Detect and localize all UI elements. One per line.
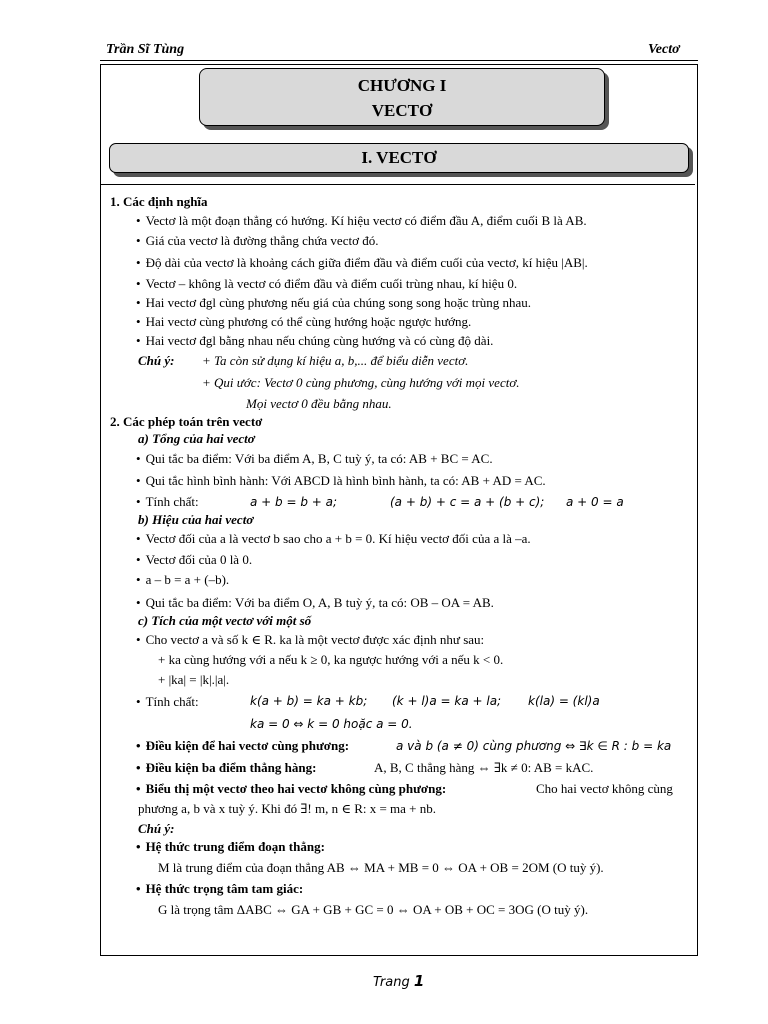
sum-commutative: a + b = b + a; bbox=[250, 495, 338, 509]
def-equal: • Hai vectơ đgl bằng nhau nếu chúng cùng hướng và có cùng độ dài. bbox=[136, 333, 493, 349]
header-rule bbox=[100, 60, 698, 61]
centroid-label: • Hệ thức trọng tâm tam giác: bbox=[136, 881, 303, 897]
note-zero-equal: Mọi vectơ 0 đều bằng nhau. bbox=[246, 396, 392, 411]
scalar-zero-condition: ka = 0 ⇔ k = 0 hoặc a = 0. bbox=[250, 717, 413, 731]
def-vector: • Vectơ là một đoạn thẳng có hướng. Kí hiệu vectơ có điểm đầu A, điểm cuối B là AB. bbox=[136, 213, 587, 229]
page-footer bbox=[373, 972, 424, 990]
three-points-condition: A, B, C thẳng hàng ⇔ ∃k ≠ 0: AB = kAC. bbox=[374, 760, 594, 775]
section-title: I. VECTƠ bbox=[109, 143, 689, 173]
sum-properties-label: • Tính chất: bbox=[136, 494, 199, 510]
decomposition-text-1: Cho hai vectơ không cùng bbox=[536, 781, 673, 796]
scalar-length: + |ka| = |k|.|a|. bbox=[158, 672, 230, 687]
note-convention: + Qui ước: Vectơ 0 cùng phương, cùng hướng với mọi vectơ. bbox=[202, 375, 520, 390]
subheading-scalar: c) Tích của một vectơ với một số bbox=[138, 613, 312, 628]
collinear-condition-label: • Điều kiện để hai vectơ cùng phương: bbox=[136, 738, 349, 754]
heading-operations: 2. Các phép toán trên vectơ bbox=[110, 414, 263, 429]
content-divider bbox=[101, 184, 695, 185]
three-points-label: • Điều kiện ba điểm thẳng hàng: bbox=[136, 760, 316, 776]
page-number: 1 bbox=[413, 972, 425, 990]
scalar-definition: • Cho vectơ a và số k ∈ R. ka là một vectơ được xác định như sau: bbox=[136, 632, 484, 648]
diff-opposite-vector: • Vectơ đối của a là vectơ b sao cho a + b = 0. Kí hiệu vectơ đối của a là –a. bbox=[136, 531, 531, 547]
note-label-1: Chú ý: bbox=[138, 353, 175, 368]
def-length: • Độ dài của vectơ là khoảng cách giữa điểm đầu và điểm cuối của vectơ, kí hiệu |AB|. bbox=[136, 255, 588, 271]
decomposition-text-2: phương a, b và x tuỳ ý. Khi đó ∃! m, n ∈ R: x = ma + nb. bbox=[138, 801, 437, 816]
header-subject: Vectơ bbox=[648, 42, 680, 57]
def-zero-vector: • Vectơ – không là vectơ có điểm đầu và điểm cuối trùng nhau, kí hiệu 0. bbox=[136, 276, 517, 292]
subheading-difference: b) Hiệu của hai vectơ bbox=[138, 512, 254, 527]
sum-identity: a + 0 = a bbox=[566, 495, 624, 509]
subheading-sum: a) Tổng của hai vectơ bbox=[138, 431, 255, 446]
diff-definition: • a – b = a + (–b). bbox=[136, 572, 229, 588]
chapter-title: VECTƠ bbox=[371, 101, 433, 120]
footer-label: Trang bbox=[373, 975, 410, 990]
note-notation: + Ta còn sử dụng kí hiệu a, b,... để biểu diễn vectơ. bbox=[202, 353, 469, 368]
scalar-properties-label: • Tính chất: bbox=[136, 694, 199, 710]
def-direction: • Hai vectơ cùng phương có thể cùng hướng hoặc ngược hướng. bbox=[136, 314, 471, 330]
chapter-box bbox=[199, 68, 605, 126]
def-collinear: • Hai vectơ đgl cùng phương nếu giá của chúng song song hoặc trùng nhau. bbox=[136, 295, 531, 311]
collinear-condition: a và b (a ≠ 0) cùng phương ⇔ ∃k ∈ R : b = ka bbox=[396, 739, 672, 753]
scalar-associative: k(la) = (kl)a bbox=[528, 694, 600, 708]
def-support: • Giá của vectơ là đường thẳng chứa vectơ đó. bbox=[136, 233, 378, 249]
header-author: Trần Sĩ Tùng bbox=[106, 42, 185, 57]
midpoint-label: • Hệ thức trung điểm đoạn thẳng: bbox=[136, 839, 325, 855]
sum-parallelogram-rule: • Qui tắc hình bình hành: Với ABCD là hình bình hành, ta có: AB + AD = AC. bbox=[136, 473, 546, 489]
chapter-label: CHƯƠNG I bbox=[357, 76, 447, 95]
scalar-direction: + ka cùng hướng với a nếu k ≥ 0, ka ngược hướng với a nếu k < 0. bbox=[158, 652, 504, 667]
decomposition-label: • Biểu thị một vectơ theo hai vectơ không cùng phương: bbox=[136, 781, 446, 797]
heading-definitions: 1. Các định nghĩa bbox=[110, 194, 208, 209]
diff-opposite-zero: • Vectơ đối của 0 là 0. bbox=[136, 552, 252, 568]
centroid-formula: G là trọng tâm ΔABC ⇔ GA + GB + GC = 0 ⇔ OA + OB + OC = 3OG (O tuỳ ý). bbox=[158, 902, 589, 917]
sum-three-point-rule: • Qui tắc ba điểm: Với ba điểm A, B, C tuỳ ý, ta có: AB + BC = AC. bbox=[136, 451, 493, 467]
diff-three-point-rule: • Qui tắc ba điểm: Với ba điểm O, A, B tuỳ ý, ta có: OB – OA = AB. bbox=[136, 595, 494, 611]
sum-associative: (a + b) + c = a + (b + c); bbox=[390, 495, 545, 509]
midpoint-formula: M là trung điểm của đoạn thẳng AB ⇔ MA + MB = 0 ⇔ OA + OB = 2OM (O tuỳ ý). bbox=[158, 860, 604, 875]
note-label-2: Chú ý: bbox=[138, 821, 175, 836]
scalar-distributive-2: (k + l)a = ka + la; bbox=[392, 694, 502, 708]
scalar-distributive-1: k(a + b) = ka + kb; bbox=[250, 694, 368, 708]
